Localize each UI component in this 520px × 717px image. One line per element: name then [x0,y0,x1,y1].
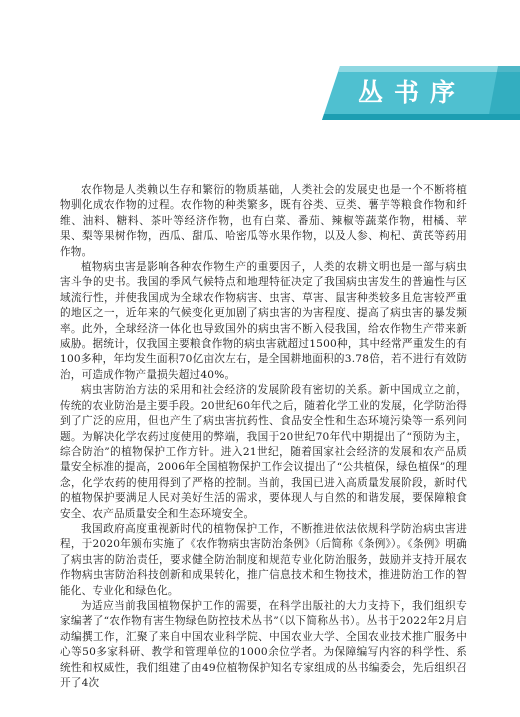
section-banner [322,66,520,120]
paragraph-2: 植物病虫害是影响各种农作物生产的重要因子，人类的农耕文明也是一部与病虫害斗争的史书。我国的季风气候特点和地理特征决定了我国病虫害发生的普遍性与区域流行性，并使我国成为全球农作物病害、虫害、草害、鼠害种类较多且危害较严重的地区之一，近年来的气候变化更加剧了病虫害的为害程度、提高了病虫害的暴发频率。此外，全球经济一体化也导致国外的病虫害不断入侵我国，给农作物生产带来新威胁。据统计，仅我国主要粮食作物的病虫害就超过1500种，其中经常严重发生的有100多种，年均发生面积70亿亩次左右，是全国耕地面积的3.78倍，若不进行有效防治，可造成作物产量损失超过40%。 [60,261,467,381]
paragraph-1: 农作物是人类赖以生存和繁衍的物质基础，人类社会的发展史也是一个不断将植物驯化成农作物的过程。农作物的种类繁多，既有谷类、豆类、薯芋等粮食作物和纤维、油料、糖料、茶叶等经济作物，也有白菜、番茄、辣椒等蔬菜作物，柑橘、苹果、梨等果树作物，西瓜、甜瓜、哈密瓜等水果作物，以及人参、枸杞、黄芪等药用作物。 [60,184,467,258]
paragraph-5: 为适应当前我国植物保护工作的需要，在科学出版社的大力支持下，我们组织专家编著了“农作物有害生物绿色防控技术丛书”（以下简称丛书）。丛书于2022年2月启动编撰工作，汇聚了来自中国农业科学院、中国农业大学、全国农业技术推广服务中心等50多家科研、教学和管理单位的1000余位学者。为保障编写内容的科学性、系统性和权威性，我们组建了由49位植物保护知名专家组成的丛书编委会，先后组织召开了4次 [60,599,467,689]
page-title: 丛书序 [358,78,467,107]
preface-body [60,183,467,691]
paragraph-3: 病虫害防治方法的采用和社会经济的发展阶段有密切的关系。新中国成立之前，传统的农业防治是主要手段。20世纪60年代之后，随着化学工业的发展，化学防治得到了广泛的应用，但也产生了病虫害抗药性、食品安全性和生态环境污染等一系列问题。为解决化学农药过度使用的弊端，我国于20世纪70年代中期提出了“预防为主，综合防治”的植物保护工作方针。进入21世纪，随着国家社会经济的发展和农产品质量安全标准的提高，2006年全国植物保护工作会议提出了“公共植保，绿色植保”的理念，化学农药的使用得到了严格的控制。当前，我国已进入高质量发展阶段，新时代的植物保护要满足人民对美好生活的需求，要体现人与自然的和谐发展，要保障粮食安全、农产品质量安全和生态环境安全。 [60,384,467,520]
paragraph-4: 我国政府高度重视新时代的植物保护工作，不断推进依法依规科学防治病虫害进程，于2020年颁布实施了《农作物病虫害防治条例》（后简称《条例》）。《条例》明确了病虫害的防治责任，要求健全防治制度和规范专业化防治服务，鼓励并支持开展农作物病虫害防治科技创新和成果转化，推广信息技术和生物技术，推进防治工作的智能化、专业化和绿色化。 [60,522,467,597]
